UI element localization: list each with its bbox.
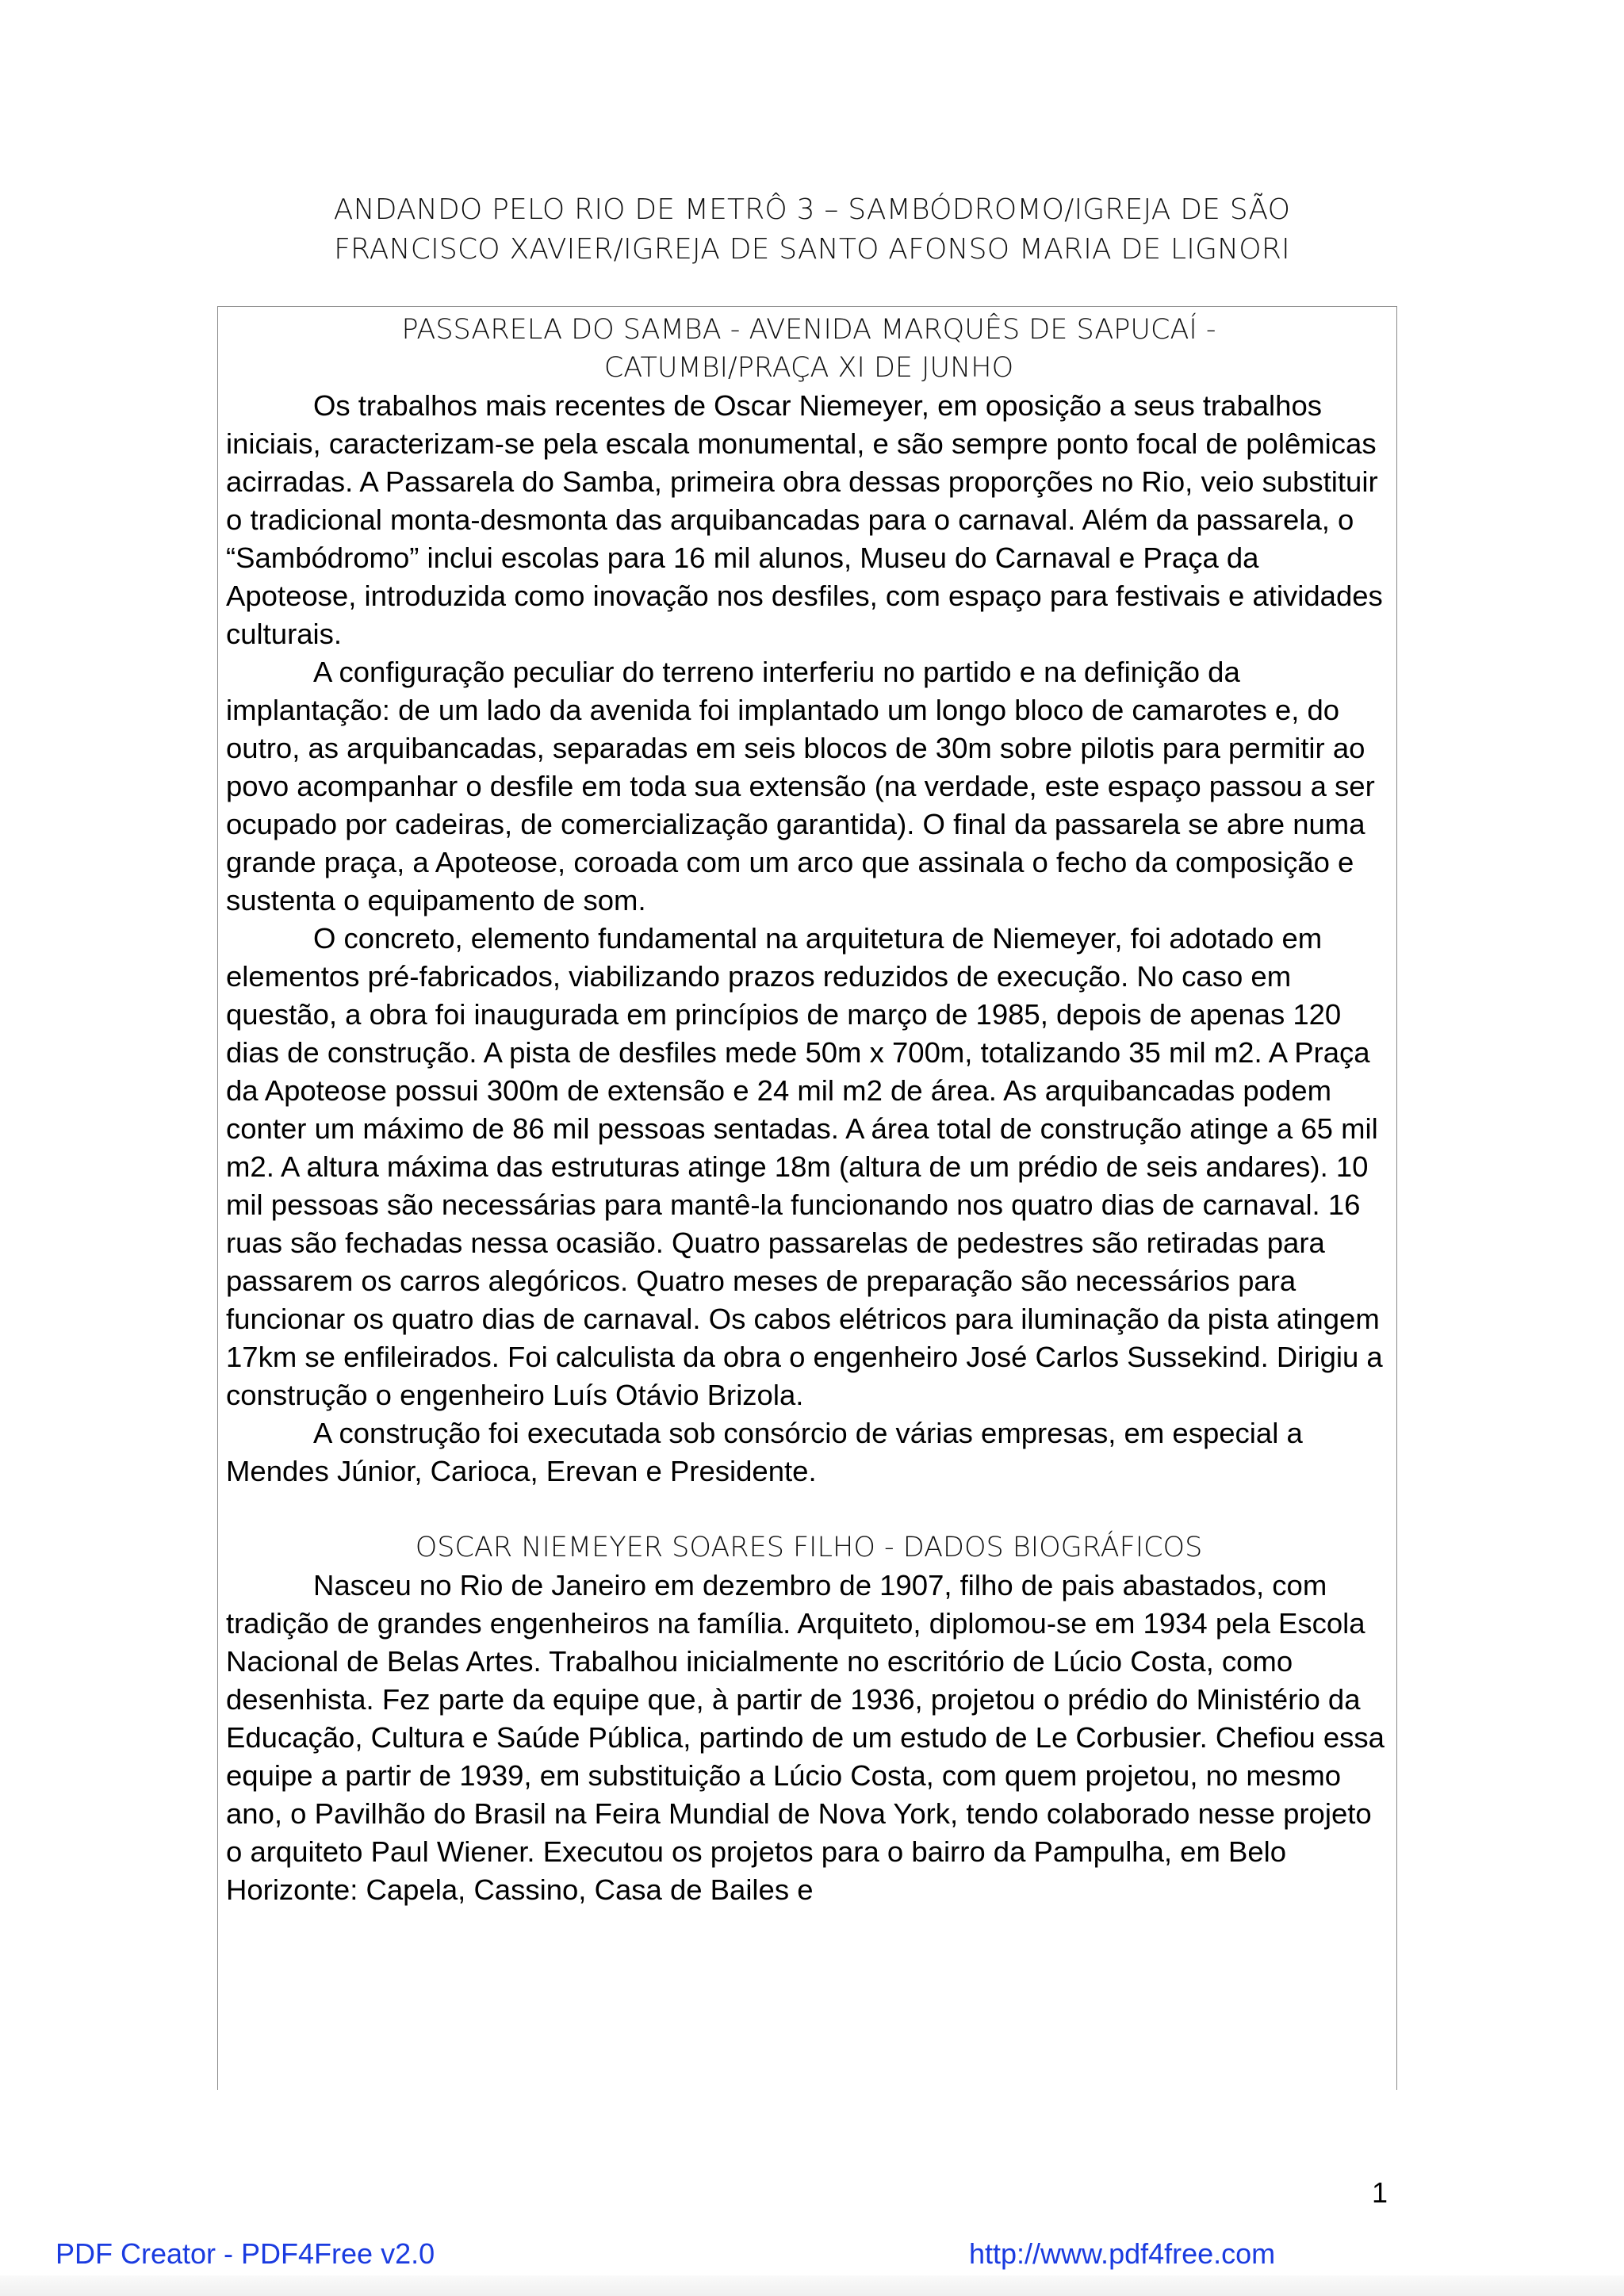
section-heading-line-2: CATUMBI/PRAÇA XI DE JUNHO bbox=[603, 352, 1014, 384]
paragraph: Nasceu no Rio de Janeiro em dezembro de 1907, filho de pais abastados, com tradição de grandes engenheiros na família. Arquiteto, diplomou-se em 1934 pela Escola Nacional de Belas Artes. Trabalhou inicialmente no escritório de Lúcio Costa, como desenhista. Fez parte da equipe que, à partir de 1936, projetou o prédio do Ministério da Educação, Cultura e Saúde Pública, partindo de um estudo de Le Corbusier. Chefiou essa equipe a partir de 1939, em substituição a Lúcio Costa, com quem projetou, no mesmo ano, o Pavilhão do Brasil na Feira Mundial de Nova York, tendo colaborado nesse projeto o arquiteto Paul Wiener. Executou os projetos para o bairro da Pampulha, em Belo Horizonte: Capela, Cassino, Casa de Bailes e bbox=[226, 1569, 1385, 1906]
footer-url-link[interactable]: http://www.pdf4free.com bbox=[969, 2237, 1276, 2270]
section-heading-biography: OSCAR NIEMEYER SOARES FILHO - DADOS BIOGRÁFICOS bbox=[415, 1532, 1203, 1563]
spacer bbox=[226, 1490, 1392, 1529]
document-title-line-1: ANDANDO PELO RIO DE METRÔ 3 – SAMBÓDROMO/IGREJA DE SÃO bbox=[333, 193, 1291, 226]
document-title-line-2: FRANCISCO XAVIER/IGREJA DE SANTO AFONSO MARIA DE LIGNORI bbox=[334, 233, 1290, 266]
page-bottom-edge bbox=[0, 2275, 1624, 2296]
paragraph: Os trabalhos mais recentes de Oscar Niemeyer, em oposição a seus trabalhos iniciais, caracterizam-se pela escala monumental, e são sempre ponto focal de polêmicas acirradas. A Passarela do Samba, primeira obra dessas proporções no Rio, veio substituir o tradicional monta-desmonta das arquibancadas para o carnaval. Além da passarela, o “Sambódromo” inclui escolas para 16 mil alunos, Museu do Carnaval e Praça da Apoteose, introduzida como inovação nos desfiles, com espaço para festivais e atividades culturais. bbox=[226, 389, 1383, 650]
paragraph: O concreto, elemento fundamental na arquitetura de Niemeyer, foi adotado em elementos pré-fabricados, viabilizando prazos reduzidos de execução. No caso em questão, a obra foi inaugurada em princípios de março de 1985, depois de apenas 120 dias de construção. A pista de desfiles mede 50m x 700m, totalizando 35 mil m2. A Praça da Apoteose possui 300m de extensão e 24 mil m2 de área. As arquibancadas podem conter um máximo de 86 mil pessoas sentadas. A área total de construção atinge a 65 mil m2. A altura máxima das estruturas atinge 18m (altura de um prédio de seis andares). 10 mil pessoas são necessárias para mantê-la funcionando nos quatro dias de carnaval. 16 ruas são fechadas nessa ocasião. Quatro passarelas de pedestres são retiradas para passarem os carros alegóricos. Quatro meses de preparação são necessários para funcionar os quatro dias de carnaval. Os cabos elétricos para iluminação da pista atingem 17km se enfileirados. Foi calculista da obra o engenheiro José Carlos Sussekind. Dirigiu a construção o engenheiro Luís Otávio Brizola. bbox=[226, 922, 1383, 1411]
paragraph: A configuração peculiar do terreno interferiu no partido e na definição da implantação: de um lado da avenida foi implantado um longo bloco de camarotes e, do outro, as arquibancadas, separadas em seis blocos de 30m sobre pilotis para permitir ao povo acompanhar o desfile em toda sua extensão (na verdade, este espaço passou a ser ocupado por cadeiras, de comercialização garantida). O final da passarela se abre numa grande praça, a Apoteose, coroada com um arco que assinala o fecho da composição e sustenta o equipamento de som. bbox=[226, 656, 1375, 916]
document-title bbox=[127, 190, 1497, 270]
section-heading-passarela bbox=[226, 311, 1392, 387]
section-heading-line-1: PASSARELA DO SAMBA - AVENIDA MARQUÊS DE SAPUCAÍ - bbox=[401, 314, 1216, 346]
page-content bbox=[226, 311, 1392, 1909]
paragraph: A construção foi executada sob consórcio de várias empresas, em especial a Mendes Júnior, Carioca, Erevan e Presidente. bbox=[226, 1417, 1303, 1487]
page-number: 1 bbox=[1372, 2176, 1388, 2209]
footer-pdf-creator-text: PDF Creator - PDF4Free v2.0 bbox=[56, 2237, 435, 2270]
